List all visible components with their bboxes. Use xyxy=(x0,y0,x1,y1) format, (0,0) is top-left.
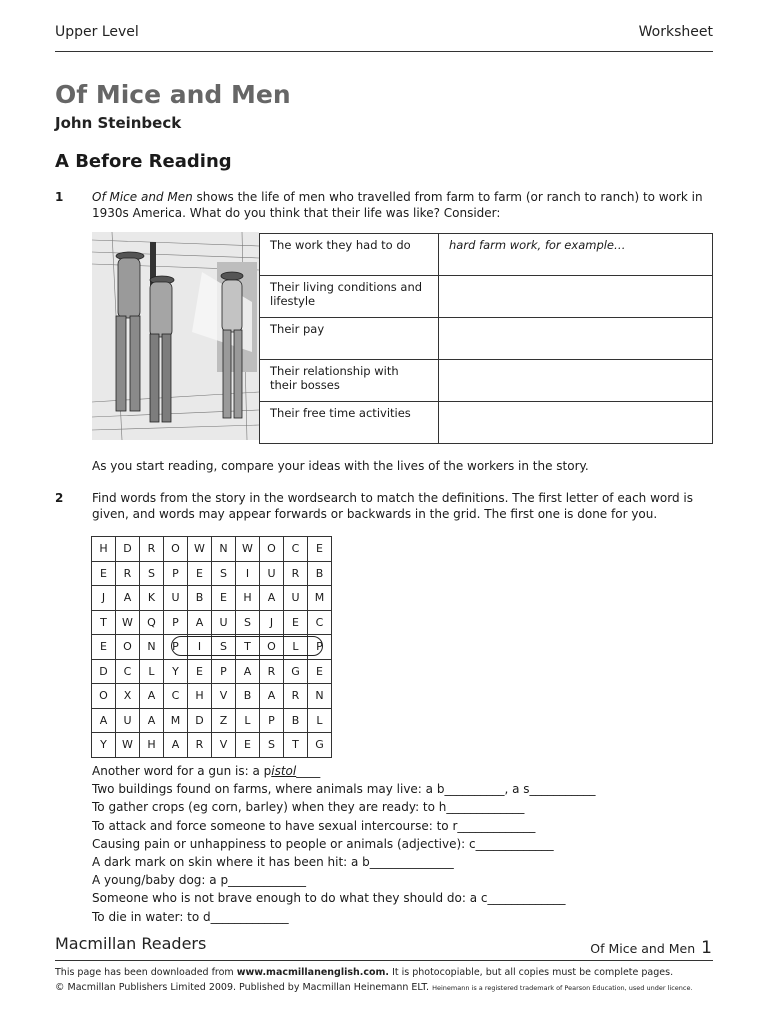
wordsearch-cell[interactable]: O xyxy=(164,537,188,562)
wordsearch-cell[interactable]: B xyxy=(188,586,212,611)
wordsearch-cell[interactable]: W xyxy=(188,537,212,562)
wordsearch-cell[interactable]: P xyxy=(212,659,236,684)
footer-book-page xyxy=(590,938,712,958)
wordsearch-cell[interactable]: O xyxy=(116,635,140,660)
wordsearch-cell[interactable]: R xyxy=(260,659,284,684)
question-2-text xyxy=(92,490,717,522)
wordsearch-cell[interactable]: U xyxy=(260,561,284,586)
book-title-italic: Of Mice and Men xyxy=(92,190,193,204)
header-level: Upper Level xyxy=(55,24,139,40)
row-answer-cell[interactable] xyxy=(439,318,713,360)
wordsearch-cell[interactable]: E xyxy=(188,659,212,684)
table-row xyxy=(260,402,713,444)
wordsearch-cell[interactable]: U xyxy=(116,708,140,733)
wordsearch-cell[interactable]: R xyxy=(140,537,164,562)
question-1-number: 1 xyxy=(55,190,64,204)
wordsearch-cell[interactable]: D xyxy=(188,708,212,733)
consider-table xyxy=(259,233,713,444)
footer-brand: Macmillan Readers xyxy=(55,934,207,953)
row-label: Their free time activities xyxy=(260,402,439,444)
wordsearch-cell[interactable]: O xyxy=(260,537,284,562)
wordsearch-cell[interactable]: P xyxy=(164,610,188,635)
row-label: Their living conditions and lifestyle xyxy=(260,276,439,318)
row-label: The work they had to do xyxy=(260,234,439,276)
wordsearch-cell[interactable]: L xyxy=(284,635,308,660)
example-answer: istol xyxy=(271,764,297,778)
wordsearch-cell[interactable]: A xyxy=(260,586,284,611)
wordsearch-cell[interactable]: C xyxy=(116,659,140,684)
wordsearch-cell[interactable]: E xyxy=(188,561,212,586)
wordsearch-cell[interactable]: E xyxy=(212,586,236,611)
q1-line2: 1930s America. What do you think that their life was like? Consider: xyxy=(92,206,501,220)
header-rule xyxy=(55,51,713,52)
wordsearch-cell[interactable]: L xyxy=(308,708,332,733)
section-heading: A Before Reading xyxy=(55,151,232,172)
wordsearch-cell[interactable]: G xyxy=(308,733,332,758)
wordsearch-row xyxy=(92,733,332,758)
wordsearch-cell[interactable]: M xyxy=(308,586,332,611)
wordsearch-row xyxy=(92,586,332,611)
download-note: This page has been downloaded from www.macmillanenglish.com. It is photocopiable, but all copies must be complete pages. xyxy=(55,967,674,978)
wordsearch-cell[interactable]: X xyxy=(116,684,140,709)
wordsearch-cell[interactable]: B xyxy=(284,708,308,733)
wordsearch-cell[interactable]: K xyxy=(140,586,164,611)
definition-item: To attack and force someone to have sexual intercourse: to r_____________ xyxy=(92,818,536,833)
wordsearch-cell[interactable]: S xyxy=(260,733,284,758)
wordsearch-cell[interactable]: W xyxy=(116,733,140,758)
q2-line1: Find words from the story in the wordsearch to match the definitions. The first letter of each word is xyxy=(92,491,693,505)
wordsearch-cell[interactable]: H xyxy=(188,684,212,709)
wordsearch-cell[interactable]: H xyxy=(236,586,260,611)
wordsearch-cell[interactable]: R xyxy=(284,561,308,586)
table-row xyxy=(260,360,713,402)
page-number: 1 xyxy=(701,938,712,958)
wordsearch-cell[interactable]: S xyxy=(212,635,236,660)
wordsearch-cell[interactable]: T xyxy=(92,610,116,635)
wordsearch-cell[interactable]: T xyxy=(284,733,308,758)
wordsearch-cell[interactable]: B xyxy=(236,684,260,709)
wordsearch-cell[interactable]: E xyxy=(308,659,332,684)
wordsearch-cell[interactable]: O xyxy=(260,635,284,660)
q2-line2: given, and words may appear forwards or backwards in the grid. The first one is done for you. xyxy=(92,507,658,521)
wordsearch-cell[interactable]: J xyxy=(92,586,116,611)
wordsearch-cell[interactable]: U xyxy=(284,586,308,611)
wordsearch-cell[interactable]: Y xyxy=(164,659,188,684)
wordsearch-row xyxy=(92,659,332,684)
footer-rule xyxy=(55,960,713,961)
wordsearch-cell[interactable]: E xyxy=(284,610,308,635)
wordsearch-cell[interactable]: N xyxy=(308,684,332,709)
wordsearch-cell[interactable]: S xyxy=(236,610,260,635)
wordsearch-cell[interactable]: H xyxy=(140,733,164,758)
wordsearch-cell[interactable]: G xyxy=(284,659,308,684)
row-answer-cell[interactable] xyxy=(439,276,713,318)
wordsearch-row xyxy=(92,537,332,562)
wordsearch-cell[interactable]: C xyxy=(308,610,332,635)
definition-item: To gather crops (eg corn, barley) when they are ready: to h_____________ xyxy=(92,800,525,815)
wordsearch-cell[interactable]: P xyxy=(260,708,284,733)
wordsearch-cell[interactable]: P xyxy=(308,635,332,660)
definition-item: Two buildings found on farms, where animals may live: a b__________, a s___________ xyxy=(92,782,596,797)
wordsearch-row xyxy=(92,708,332,733)
wordsearch-cell[interactable]: I xyxy=(236,561,260,586)
wordsearch-cell[interactable]: N xyxy=(212,537,236,562)
wordsearch-cell[interactable]: E xyxy=(92,635,116,660)
row-label: Their pay xyxy=(260,318,439,360)
wordsearch-cell[interactable]: W xyxy=(116,610,140,635)
definition-item: Causing pain or unhappiness to people or animals (adjective): c_____________ xyxy=(92,836,554,851)
footer-book-title: Of Mice and Men xyxy=(590,941,696,956)
wordsearch-cell[interactable]: P xyxy=(164,561,188,586)
copyright-note: © Macmillan Publishers Limited 2009. Published by Macmillan Heinemann ELT. Heinemann is a registered trademark of Pearson Education, used under licence. xyxy=(55,982,693,993)
q1-line1: shows the life of men who travelled from farm to farm (or ranch to ranch) to work in xyxy=(192,190,703,204)
wordsearch-cell[interactable]: M xyxy=(164,708,188,733)
definitions-list xyxy=(92,762,596,926)
definition-item: Another word for a gun is: a pistol____ xyxy=(92,764,321,778)
definition-item: To die in water: to d_____________ xyxy=(92,909,289,924)
author: John Steinbeck xyxy=(55,114,182,132)
q1-after-text: As you start reading, compare your ideas with the lives of the workers in the story. xyxy=(92,459,589,473)
wordsearch-row xyxy=(92,684,332,709)
row-answer-cell[interactable] xyxy=(439,360,713,402)
question-1-text xyxy=(92,189,717,221)
wordsearch-cell[interactable]: P xyxy=(164,635,188,660)
wordsearch-cell[interactable]: J xyxy=(260,610,284,635)
wordsearch-cell[interactable]: Z xyxy=(212,708,236,733)
wordsearch-cell[interactable]: S xyxy=(140,561,164,586)
wordsearch-row xyxy=(92,561,332,586)
wordsearch-cell[interactable]: E xyxy=(236,733,260,758)
wordsearch-cell[interactable]: U xyxy=(212,610,236,635)
wordsearch-cell[interactable]: H xyxy=(92,537,116,562)
wordsearch-cell[interactable]: U xyxy=(164,586,188,611)
wordsearch-cell[interactable]: A xyxy=(92,708,116,733)
row-answer-cell[interactable] xyxy=(439,402,713,444)
wordsearch-cell[interactable]: A xyxy=(140,684,164,709)
wordsearch-cell[interactable]: R xyxy=(284,684,308,709)
table-row xyxy=(260,318,713,360)
wordsearch-cell[interactable]: V xyxy=(212,684,236,709)
wordsearch-cell[interactable]: A xyxy=(140,708,164,733)
wordsearch-cell[interactable]: B xyxy=(308,561,332,586)
definition-item: A dark mark on skin where it has been hit: a b______________ xyxy=(92,854,454,869)
wordsearch-cell[interactable]: O xyxy=(92,684,116,709)
wordsearch-cell[interactable]: W xyxy=(236,537,260,562)
wordsearch-cell[interactable]: L xyxy=(236,708,260,733)
wordsearch-cell[interactable]: A xyxy=(260,684,284,709)
wordsearch-cell[interactable]: T xyxy=(236,635,260,660)
wordsearch-cell[interactable]: S xyxy=(212,561,236,586)
page-title: Of Mice and Men xyxy=(55,80,291,109)
wordsearch-cell[interactable]: C xyxy=(164,684,188,709)
wordsearch-row xyxy=(92,610,332,635)
wordsearch-cell[interactable]: L xyxy=(140,659,164,684)
wordsearch-cell[interactable]: A xyxy=(188,610,212,635)
question-2-number: 2 xyxy=(55,491,64,505)
definition-item: A young/baby dog: a p_____________ xyxy=(92,873,307,888)
definition-item: Someone who is not brave enough to do what they should do: a c_____________ xyxy=(92,891,566,906)
row-answer-cell[interactable]: hard farm work, for example… xyxy=(439,234,713,276)
pistol-circle xyxy=(171,636,323,656)
wordsearch-cell[interactable]: D xyxy=(92,659,116,684)
row-label: Their relationship with their bosses xyxy=(260,360,439,402)
table-row xyxy=(260,234,713,276)
wordsearch-cell[interactable]: Q xyxy=(140,610,164,635)
wordsearch-cell[interactable]: A xyxy=(116,586,140,611)
farm-workers-illustration xyxy=(92,232,259,440)
wordsearch-cell[interactable]: N xyxy=(140,635,164,660)
table-row xyxy=(260,276,713,318)
wordsearch-cell[interactable]: A xyxy=(164,733,188,758)
wordsearch-cell[interactable]: R xyxy=(116,561,140,586)
wordsearch-cell[interactable]: C xyxy=(284,537,308,562)
wordsearch-cell[interactable]: Y xyxy=(92,733,116,758)
wordsearch-cell[interactable]: E xyxy=(308,537,332,562)
wordsearch-cell[interactable]: A xyxy=(236,659,260,684)
header-type: Worksheet xyxy=(638,24,713,40)
website-link[interactable]: www.macmillanenglish.com. xyxy=(236,967,390,978)
wordsearch-cell[interactable]: E xyxy=(92,561,116,586)
wordsearch-cell[interactable]: D xyxy=(116,537,140,562)
wordsearch-cell[interactable]: I xyxy=(188,635,212,660)
wordsearch-cell[interactable]: R xyxy=(188,733,212,758)
wordsearch-cell[interactable]: V xyxy=(212,733,236,758)
